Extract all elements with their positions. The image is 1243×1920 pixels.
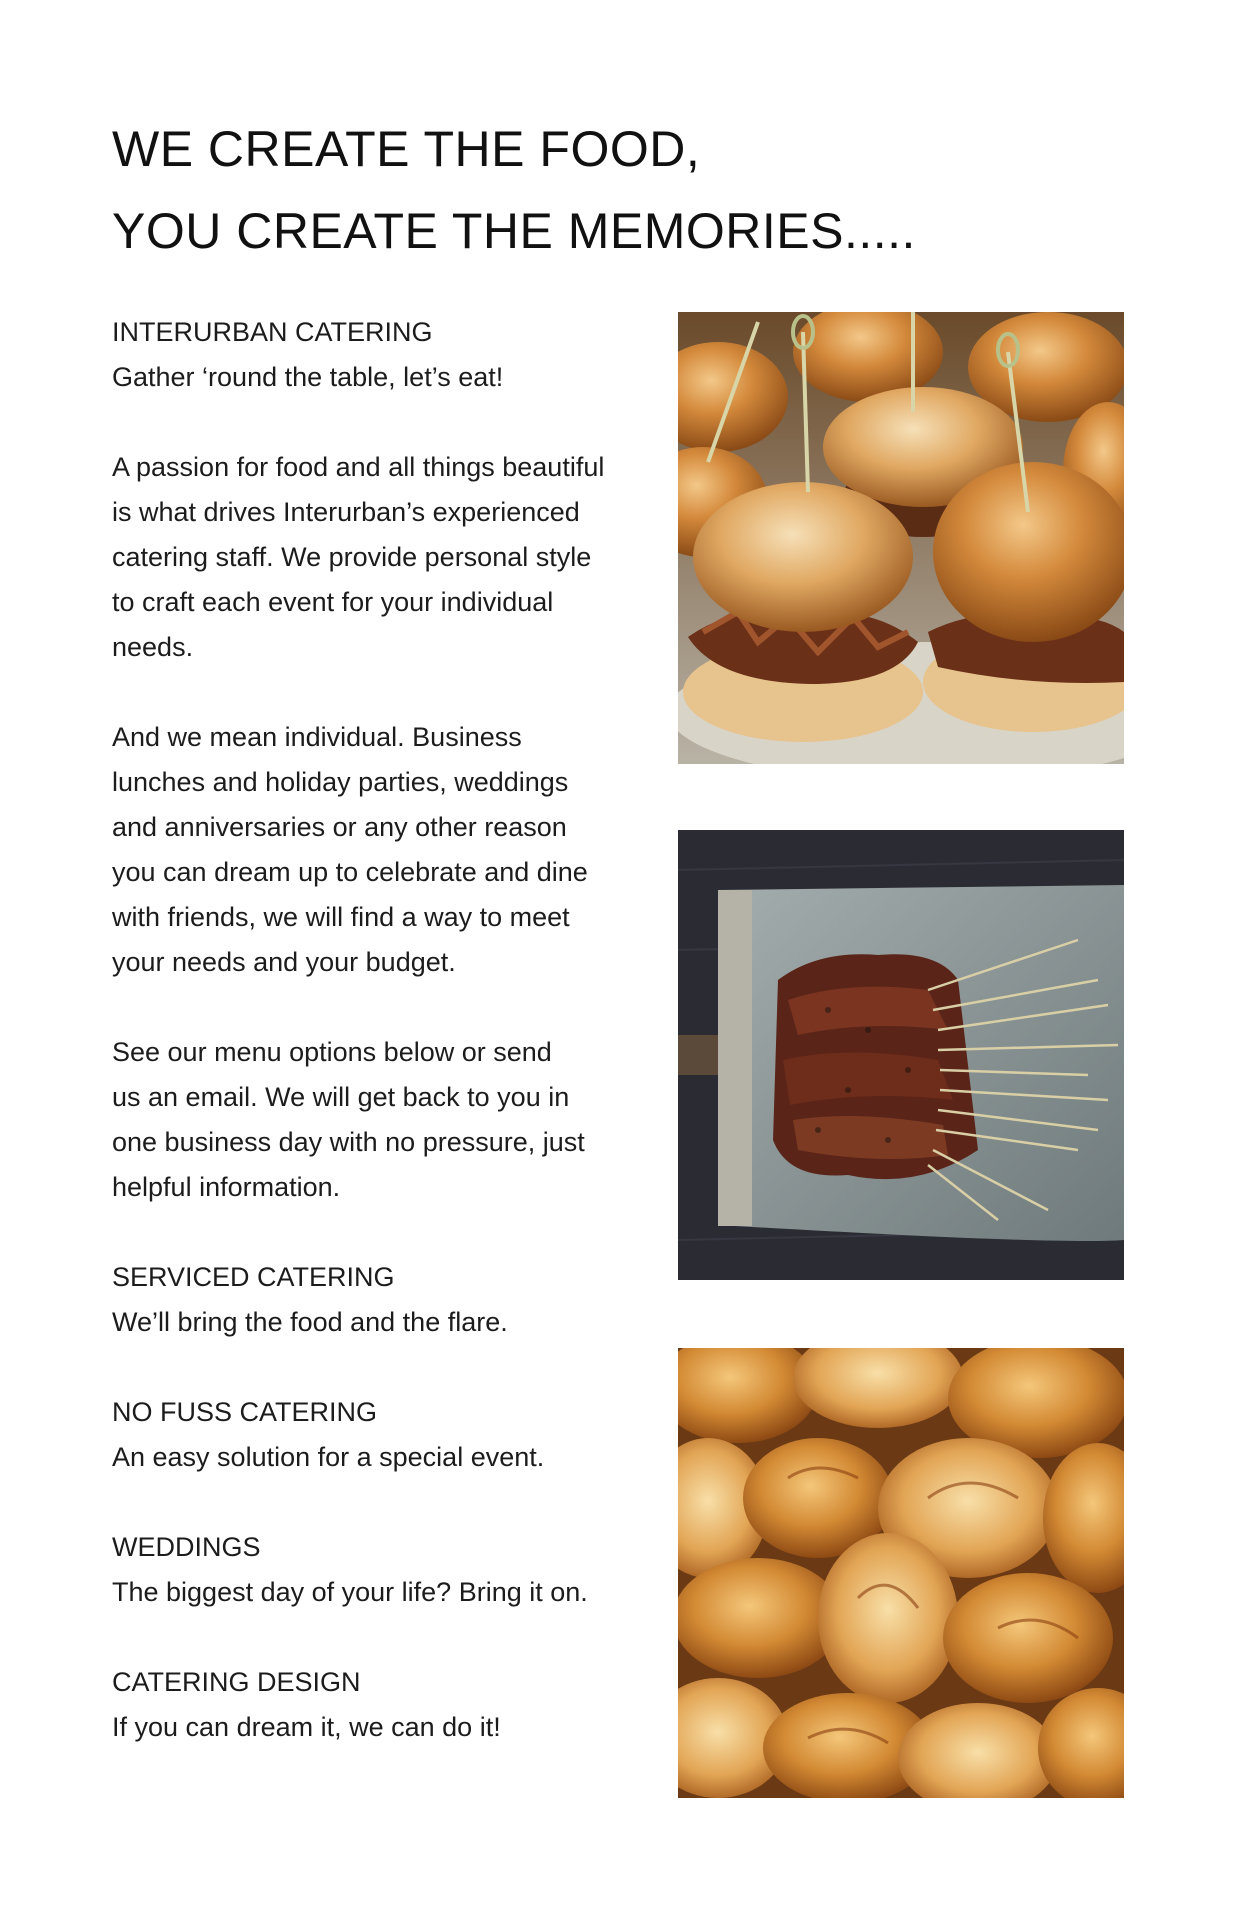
paragraph-line: lunches and holiday parties, weddings: [112, 767, 569, 797]
paragraph: [112, 1030, 672, 1210]
paragraph-line: See our menu options below or send: [112, 1037, 552, 1067]
service-tagline: An easy solution for a special event.: [112, 1442, 545, 1472]
service-tagline: If you can dream it, we can do it!: [112, 1712, 501, 1742]
service-catering-design: [112, 1660, 672, 1750]
paragraph-line: one business day with no pressure, just: [112, 1127, 585, 1157]
intro-section: [112, 310, 672, 400]
page-title: [112, 108, 916, 272]
paragraph-line: to craft each event for your individual: [112, 587, 554, 617]
paragraph-line: your needs and your budget.: [112, 947, 456, 977]
paragraph-line: is what drives Interurban’s experienced: [112, 497, 580, 527]
service-heading: WEDDINGS: [112, 1532, 261, 1562]
service-heading: NO FUSS CATERING: [112, 1397, 378, 1427]
paragraph: [112, 715, 672, 985]
potato-chips-photo: [678, 1348, 1124, 1798]
paragraph-line: A passion for food and all things beautiful: [112, 452, 605, 482]
title-line-2: YOU CREATE THE MEMORIES.....: [112, 203, 916, 259]
service-serviced-catering: [112, 1255, 672, 1345]
paragraph-line: helpful information.: [112, 1172, 341, 1202]
service-weddings: [112, 1525, 672, 1615]
paragraph-line: and anniversaries or any other reason: [112, 812, 567, 842]
title-line-1: WE CREATE THE FOOD,: [112, 121, 701, 177]
paragraph-line: And we mean individual. Business: [112, 722, 522, 752]
paragraph-line: with friends, we will find a way to meet: [112, 902, 570, 932]
intro-heading: INTERURBAN CATERING: [112, 317, 433, 347]
intro-tagline: Gather ‘round the table, let’s eat!: [112, 362, 504, 392]
paragraph-line: needs.: [112, 632, 194, 662]
service-tagline: The biggest day of your life? Bring it on.: [112, 1577, 588, 1607]
paragraph-line: catering staff. We provide personal style: [112, 542, 592, 572]
service-heading: SERVICED CATERING: [112, 1262, 395, 1292]
bacon-skewers-photo: [678, 830, 1124, 1280]
body-text-column: [112, 310, 672, 1795]
paragraph-line: you can dream up to celebrate and dine: [112, 857, 588, 887]
service-heading: CATERING DESIGN: [112, 1667, 361, 1697]
paragraph-line: us an email. We will get back to you in: [112, 1082, 570, 1112]
pulled-pork-sliders-photo: [678, 312, 1124, 764]
paragraph: [112, 445, 672, 670]
service-no-fuss-catering: [112, 1390, 672, 1480]
service-tagline: We’ll bring the food and the flare.: [112, 1307, 508, 1337]
